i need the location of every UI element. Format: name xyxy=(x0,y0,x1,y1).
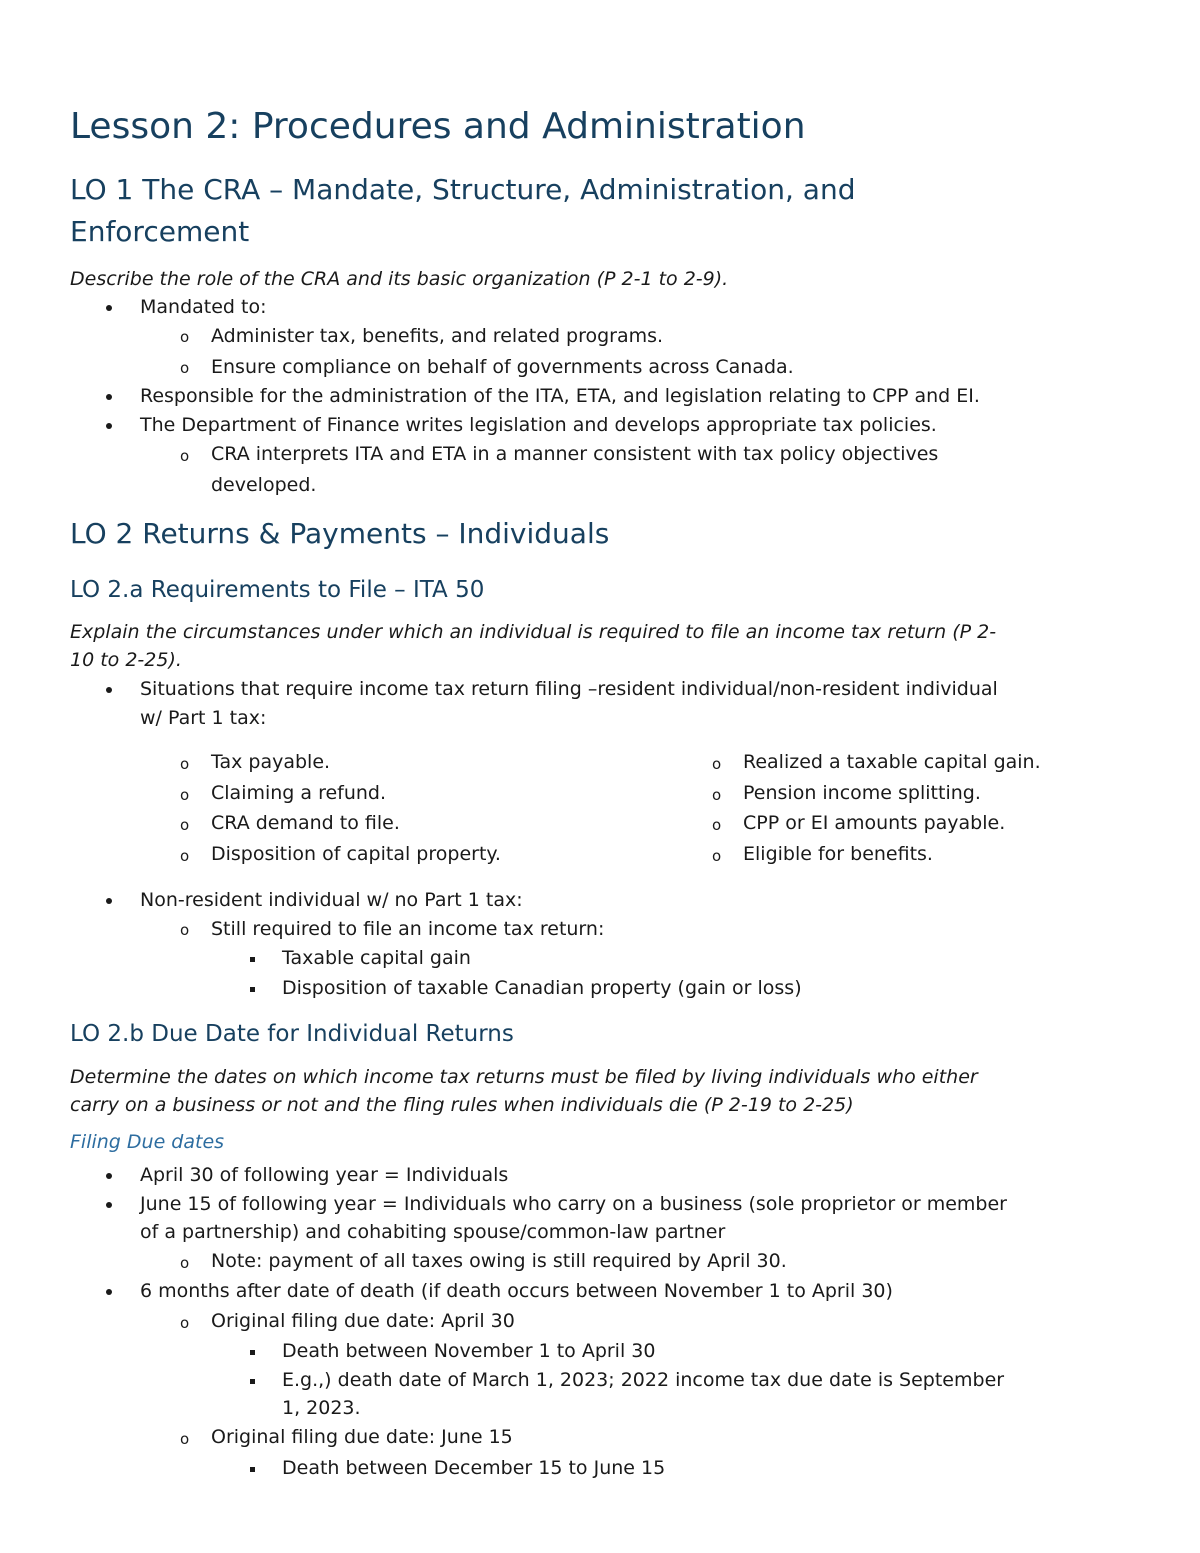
lo2b-bullet-3a-ii-cont: 1, 2023. xyxy=(282,1397,361,1419)
list-item: Claiming a refund. xyxy=(211,782,387,804)
lo1-bullet-1a: Administer tax, benefits, and related programs. xyxy=(211,325,664,347)
lo2a-objective: Explain the circumstances under which an individual is required to file an income tax return (P 2- xyxy=(70,621,997,643)
bullet-icon xyxy=(106,423,112,429)
lo2b-bullet-1: April 30 of following year = Individuals xyxy=(140,1164,509,1186)
square-bullet-icon xyxy=(250,957,255,962)
lo2a-bullet-2a-i: Taxable capital gain xyxy=(282,947,471,969)
lo1-bullet-3: The Department of Finance writes legislation and develops appropriate tax policies. xyxy=(140,414,937,436)
bullet-icon xyxy=(106,1289,112,1295)
circle-bullet-icon: o xyxy=(180,328,190,346)
lo2b-bullet-3b: Original filing due date: June 15 xyxy=(211,1426,513,1448)
lo2a-objective-cont: 10 to 2-25). xyxy=(70,649,182,671)
list-item: Pension income splitting. xyxy=(743,782,981,804)
list-item: Tax payable. xyxy=(211,751,331,773)
lo1-bullet-2: Responsible for the administration of the ITA, ETA, and legislation relating to CPP and EI. xyxy=(140,385,980,407)
circle-bullet-icon: o xyxy=(712,755,722,773)
square-bullet-icon xyxy=(250,1467,255,1472)
circle-bullet-icon: o xyxy=(180,816,190,834)
lo1-heading: LO 1 The CRA – Mandate, Structure, Administration, and xyxy=(70,173,856,206)
circle-bullet-icon: o xyxy=(180,921,190,939)
circle-bullet-icon: o xyxy=(712,816,722,834)
lo2a-bullet-1: Situations that require income tax return filing –resident individual/non-resident individual xyxy=(140,678,998,700)
lo1-objective: Describe the role of the CRA and its basic organization (P 2-1 to 2-9). xyxy=(70,268,729,290)
square-bullet-icon xyxy=(250,1379,255,1384)
lo2-heading: LO 2 Returns & Payments – Individuals xyxy=(70,517,610,550)
lo2b-bullet-3a-i: Death between November 1 to April 30 xyxy=(282,1340,656,1362)
lo2a-bullet-2a-ii: Disposition of taxable Canadian property (gain or loss) xyxy=(282,977,802,999)
bullet-icon xyxy=(106,898,112,904)
square-bullet-icon xyxy=(250,987,255,992)
bullet-icon xyxy=(106,1173,112,1179)
bullet-icon xyxy=(106,687,112,693)
page-title: Lesson 2: Procedures and Administration xyxy=(70,106,806,147)
square-bullet-icon xyxy=(250,1350,255,1355)
lo2a-bullet-2: Non-resident individual w/ no Part 1 tax: xyxy=(140,889,523,911)
circle-bullet-icon: o xyxy=(180,847,190,865)
lo2b-bullet-3b-i: Death between December 15 to June 15 xyxy=(282,1457,666,1479)
list-item: Disposition of capital property. xyxy=(211,843,501,865)
circle-bullet-icon: o xyxy=(180,755,190,773)
lo1-bullet-3a-cont: developed. xyxy=(211,474,317,496)
lo2a-heading: LO 2.a Requirements to File – ITA 50 xyxy=(70,577,485,603)
lo2a-bullet-1-cont: w/ Part 1 tax: xyxy=(140,707,267,729)
circle-bullet-icon: o xyxy=(180,1430,190,1448)
lo2b-bullet-2a: Note: payment of all taxes owing is still required by April 30. xyxy=(211,1250,787,1272)
list-item: Eligible for benefits. xyxy=(743,843,933,865)
bullet-icon xyxy=(106,394,112,400)
circle-bullet-icon: o xyxy=(180,1254,190,1272)
bullet-icon xyxy=(106,305,112,311)
bullet-icon xyxy=(106,1202,112,1208)
lo2a-bullet-2a: Still required to file an income tax return: xyxy=(211,918,605,940)
circle-bullet-icon: o xyxy=(712,847,722,865)
lo2b-heading: LO 2.b Due Date for Individual Returns xyxy=(70,1021,514,1047)
circle-bullet-icon: o xyxy=(180,359,190,377)
lo1-bullet-1: Mandated to: xyxy=(140,296,267,318)
lo2b-bullet-3a: Original filing due date: April 30 xyxy=(211,1310,515,1332)
list-item: Realized a taxable capital gain. xyxy=(743,751,1041,773)
lo2b-objective: Determine the dates on which income tax returns must be filed by living individuals who either xyxy=(70,1066,978,1088)
lo2b-objective-cont: carry on a business or not and the fling rules when individuals die (P 2-19 to 2-25) xyxy=(70,1094,854,1116)
lo1-bullet-3a: CRA interprets ITA and ETA in a manner consistent with tax policy objectives xyxy=(211,443,939,465)
list-item: CRA demand to file. xyxy=(211,812,400,834)
lo2b-bullet-3a-ii: E.g.,) death date of March 1, 2023; 2022 income tax due date is September xyxy=(282,1369,1005,1391)
list-item: CPP or EI amounts payable. xyxy=(743,812,1006,834)
circle-bullet-icon: o xyxy=(180,1314,190,1332)
lo2b-subheading: Filing Due dates xyxy=(70,1131,225,1153)
lo1-heading-cont: Enforcement xyxy=(70,215,250,248)
lo1-bullet-1b: Ensure compliance on behalf of governments across Canada. xyxy=(211,356,794,378)
circle-bullet-icon: o xyxy=(712,786,722,804)
lo2b-bullet-3: 6 months after date of death (if death occurs between November 1 to April 30) xyxy=(140,1280,893,1302)
lo2b-bullet-2-cont: of a partnership) and cohabiting spouse/common-law partner xyxy=(140,1221,726,1243)
circle-bullet-icon: o xyxy=(180,786,190,804)
circle-bullet-icon: o xyxy=(180,447,190,465)
lo2b-bullet-2: June 15 of following year = Individuals who carry on a business (sole proprietor or member xyxy=(140,1193,1007,1215)
